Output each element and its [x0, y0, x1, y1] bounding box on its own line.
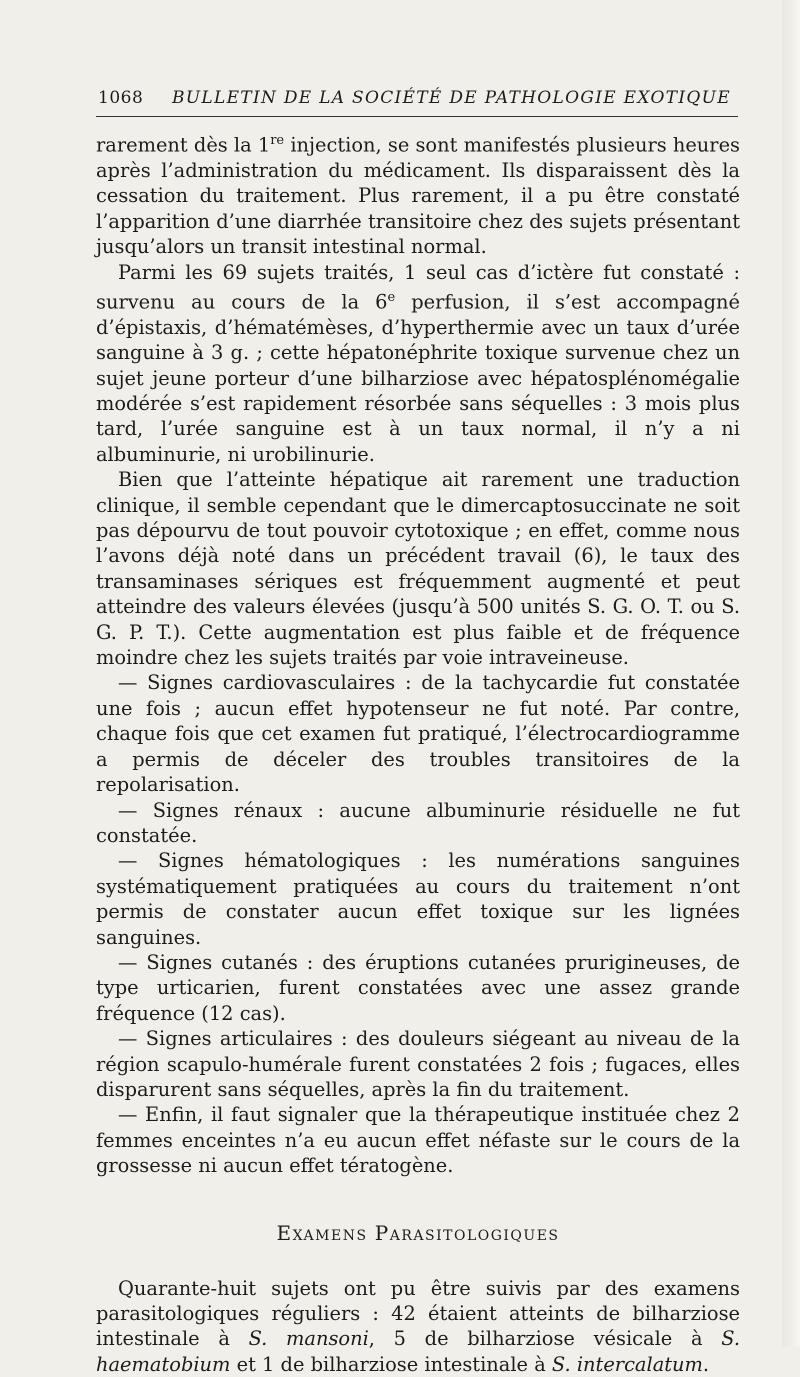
- paragraph-cardiovascular-signs: — Signes cardiovasculaires : de la tachycardie fut constatée une fois ; aucun effet hypotenseur ne fut noté. Par contre, chaque fois que cet examen fut pratiqué, l’électrocardiogramme a permis de déceler des troubles transitoires de la repolarisation.: [96, 671, 740, 797]
- running-title: BULLETIN DE LA SOCIÉTÉ DE PATHOLOGIE EXOTIQUE: [172, 88, 731, 108]
- article-body: [96, 128, 740, 1377]
- paragraph-hematologic-signs: — Signes hématologiques : les numérations sanguines systématiquement pratiquées au cours du traitement n’ont permis de constater aucun effet toxique sur les lignées sanguines.: [96, 849, 740, 949]
- paragraph-parasitological-exams: Quarante-huit sujets ont pu être suivis par des examens parasitologiques réguliers : 42 étaient atteints de bilharziose intestinale à S. mansoni, 5 de bilharziose vésicale à S. haematobium et 1 de bilharziose intestinale à S. intercalatum.: [96, 1276, 740, 1376]
- page-edge: [782, 0, 800, 1347]
- paragraph-renal-signs: — Signes rénaux : aucune albuminurie résiduelle ne fut constatée.: [96, 798, 740, 847]
- page-number: 1068: [98, 88, 144, 108]
- paragraph-cutaneous-signs: — Signes cutanés : des éruptions cutanées prurigineuses, de type urticarien, furent constatées avec une assez grande fréquence (12 cas).: [96, 950, 740, 1025]
- section-title: EXAMENS PARASITOLOGIQUES: [276, 1220, 560, 1245]
- paragraph-icterus-case: Parmi les 69 sujets traités, 1 seul cas d’ictère fut constaté : survenu au cours de la 6e perfusion, il s’est accompagné d’épistaxis, d’hématémèses, d’hyperthermie avec un taux d’urée sanguine à 3 g. ; cette hépatonéphrite toxique survenue chez un sujet jeune porteur d’une bilharziose avec hépatosplénomégalie modérée s’est rapidement résorbée sans séquelles : 3 mois plus tard, l’urée sanguine est à un taux normal, il n’y a ni albuminurie, ni urobilinurie.: [96, 260, 740, 466]
- paragraph-pregnancy: — Enfin, il faut signaler que la thérapeutique instituée chez 2 femmes enceintes n’a eu aucun effet néfaste sur le cours de la grossesse ni aucun effet tératogène.: [96, 1103, 740, 1178]
- paragraph-hepatic-toxicity: Bien que l’atteinte hépatique ait rarement une traduction clinique, il semble cependant que le dimercaptosuccinate ne soit pas dépourvu de tout pouvoir cytotoxique ; en effet, comme nous l’avons déjà noté dans un précédent travail (6), le taux des transaminases sériques est fréquemment augmenté et peut atteindre des valeurs élevées (jusqu’à 500 unités S. G. O. T. ou S. G. P. T.). Cette augmentation est plus faible et de fréquence moindre chez les sujets traités par voie intraveineuse.: [96, 468, 740, 670]
- page-header: [96, 86, 738, 112]
- header-rule: [96, 116, 738, 117]
- paragraph-articular-signs: — Signes articulaires : des douleurs siégeant au niveau de la région scapulo-humérale furent constatées 2 fois ; fugaces, elles disparurent sans séquelles, après la fin du traitement.: [96, 1027, 740, 1101]
- paragraph-adverse-effects-continued: rarement dès la 1re injection, se sont manifestés plusieurs heures après l’administration du médicament. Ils disparaissent dès la cessation du traitement. Plus rarement, il a pu être constaté l’apparition d’une diarrhée transitoire chez des sujets présentant jusqu’alors un transit intestinal normal.: [96, 133, 740, 259]
